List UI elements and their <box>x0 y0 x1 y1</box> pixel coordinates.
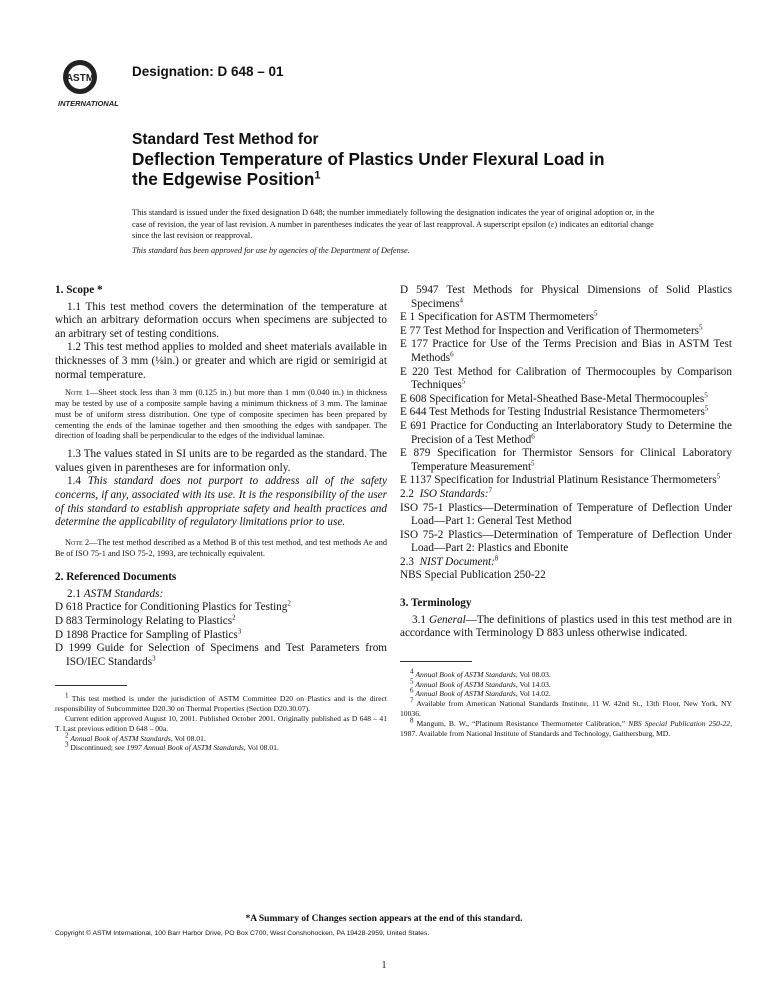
reference-text: E 1 Specification for ASTM Thermometers <box>400 311 594 324</box>
astm-standards-label <box>55 588 387 602</box>
reference-list-left <box>55 601 387 669</box>
reference-text: D 883 Terminology Relating to Plastics <box>55 615 233 628</box>
reference-footnote-mark: 5 <box>699 323 703 332</box>
left-column <box>55 284 387 753</box>
footnotes-left <box>55 691 387 753</box>
summary-of-changes-note: *A Summary of Changes section appears at the end of this standard. <box>245 914 523 924</box>
reference-text: E 77 Test Method for Inspection and Verification of Thermometers <box>400 324 700 337</box>
logo-mark-text: ASTM <box>65 73 95 84</box>
para-1-4 <box>55 475 387 529</box>
nist-document-label <box>400 556 732 570</box>
footnote-italic: Annual Book of ASTM Standards <box>415 689 516 699</box>
reference-list-right <box>400 284 732 488</box>
reference-footnote-mark: 4 <box>459 295 463 304</box>
footnote-text: , 1987. Available from National Institute of Standards and Technology, Gaithersburg, MD. <box>400 718 732 738</box>
issue-note: This standard is issued under the fixed designation D 648; the number immediately following the designation indicates the year of original adoption or, in the case of revision, the year of last revision. A number in parentheses indicates the year of last reapproval. A superscript epsilon (ε) indicates an editorial change since the last revision or reapproval. <box>132 208 655 240</box>
footnote <box>55 714 387 734</box>
approval-note: This standard has been approved for use by agencies of the Department of Defense. <box>132 246 410 255</box>
reference-item <box>400 447 732 474</box>
reference-item <box>400 338 732 365</box>
section-3-heading: 3. Terminology <box>400 597 472 610</box>
reference-text: D 1898 Practice for Sampling of Plastics <box>55 628 238 641</box>
reference-item <box>400 366 732 393</box>
para-3-1-num: 3.1 <box>412 613 426 626</box>
footnote <box>55 691 387 714</box>
reference-item <box>400 284 732 311</box>
nist-document-sup: 8 <box>494 554 499 563</box>
reference-item <box>55 626 387 643</box>
para-1-4-num: 1.4 <box>67 475 81 488</box>
para-1-2: 1.2 This test method applies to molded and sheet materials available in thicknesses of 3 mm (⅛in.) or greater and which are rigid or semirigid at normal temperature. <box>55 341 387 381</box>
right-column <box>400 284 732 738</box>
reference-footnote-mark: 3 <box>152 654 156 663</box>
footnote-mark: 5 <box>410 677 414 686</box>
footnote-mark: 8 <box>410 716 414 725</box>
footnote <box>400 667 732 680</box>
reference-item <box>55 642 387 669</box>
iso-list <box>400 502 732 556</box>
footnote-mark: 2 <box>65 731 69 740</box>
footnote-text: , Vol 14.02. <box>515 689 551 699</box>
footnote-pre: Discontinued; see <box>70 743 127 753</box>
reference-text: E 608 Specification for Metal-Sheathed Base-Metal Thermocouples <box>400 392 705 405</box>
footnote-mark: 1 <box>65 691 69 700</box>
reference-item <box>400 311 732 325</box>
iso-standards-label <box>400 488 732 502</box>
para-1-3: 1.3 The values stated in SI units are to be regarded as the standard. The values given in parentheses are for information only. <box>55 448 387 474</box>
reference-footnote-mark: 6 <box>450 350 454 359</box>
document-title <box>132 131 692 189</box>
note-2-tag: Note <box>65 537 83 547</box>
footnote-mark: 4 <box>410 667 414 676</box>
footnote <box>400 696 732 719</box>
title-line-1: Standard Test Method for <box>132 131 319 148</box>
reference-footnote-mark: 3 <box>237 626 242 635</box>
footnote-italic: Annual Book of ASTM Standards <box>415 679 516 689</box>
reference-text: E 644 Test Methods for Testing Industrial Resistance Thermometers <box>400 406 705 419</box>
footnote-text: Current edition approved August 10, 2001. Published October 2001. Originally published as D 648 – 41 T. Last previous edition D 648 – 00a. <box>55 714 387 733</box>
reference-item <box>400 325 732 339</box>
footnote-italic: Annual Book of ASTM Standards <box>415 669 516 679</box>
iso-standards-text: ISO Standards: <box>419 487 489 500</box>
page-number: 1 <box>381 960 387 971</box>
reference-footnote-mark: 2 <box>287 599 291 608</box>
title-line-3 <box>132 169 692 189</box>
footnote <box>55 740 387 753</box>
iso-item: ISO 75-1 Plastics—Determination of Temperature of Deflection Under Load—Part 1: General Test Method <box>400 501 732 528</box>
iso-item: ISO 75-2 Plastics—Determination of Temperature of Deflection Under Load—Part 2: Plastics and Ebonite <box>400 528 732 555</box>
reference-footnote-mark: 5 <box>461 377 466 386</box>
footnote-text: , Vol 08.01. <box>243 743 279 753</box>
footnote-pre: Mangum, B. W., “Platinum Resistance Thermometer Calibration,” <box>416 718 629 728</box>
footnote-mark: 3 <box>65 740 69 749</box>
astm-logo <box>58 57 122 111</box>
footnote <box>400 716 732 739</box>
reference-item <box>55 615 387 629</box>
note-1-tag: Note <box>65 388 83 398</box>
title-line-2: Deflection Temperature of Plastics Under Flexural Load in <box>132 149 605 169</box>
reference-footnote-mark: 6 <box>531 431 535 440</box>
para-3-1 <box>400 614 732 641</box>
para-3-1-text: —The definitions of plastics used in this test method are in accordance with Terminology D 883 unless otherwise indicated. <box>400 613 733 640</box>
note-1-text: 1—Sheet stock less than 3 mm (0.125 in.) but more than 1 mm (0.040 in.) in thickness may be tested by use of a composite sample having a minimum thickness of 3 mm. The laminae must be of uniform stress distribution. One type of composite specimen has been prepared by cementing the ends of the laminae together and then smoothing the edges with sandpaper. The direction of loading shall be perpendicular to the edges of the individual laminae. <box>55 388 387 441</box>
reference-item <box>400 406 732 420</box>
footnote-mark: 6 <box>410 686 414 695</box>
reference-footnote-mark: 5 <box>593 309 598 318</box>
title-footnote-mark: 1 <box>314 169 321 182</box>
footnote-rule-right <box>400 661 472 662</box>
footnote-text: , Vol 08.03. <box>515 669 551 679</box>
footnote-rule <box>55 685 127 686</box>
section-2-heading: 2. Referenced Documents <box>55 571 177 584</box>
reference-item <box>55 601 387 615</box>
reference-text: D 618 Practice for Conditioning Plastics for Testing <box>55 601 288 614</box>
nist-item: NBS Special Publication 250-22 <box>400 569 546 582</box>
reference-text: E 220 Test Method for Calibration of Thermocouples by Comparison Techniques <box>400 365 732 392</box>
reference-text: D 1999 Guide for Selection of Specimens and Test Parameters from ISO/IEC Standards <box>55 642 387 668</box>
reference-text: E 879 Specification for Thermistor Sensors for Clinical Laboratory Temperature Measurement <box>400 447 732 473</box>
footnote-text: This test method is under the jurisdiction of ASTM Committee D20 on Plastics and is the direct responsibility of Subcommittee D20.30 on Thermal Properties (Section D20.30.07). <box>55 694 387 714</box>
footnote-italic: 1997 Annual Book of ASTM Standards <box>126 743 244 753</box>
copyright: Copyright © ASTM International, 100 Barr Harbor Drive, PO Box C700, West Conshohocken, PA 19428-2959, United States. <box>55 930 430 937</box>
reference-footnote-mark: 2 <box>232 613 236 622</box>
reference-text: E 1137 Specification for Industrial Platinum Resistance Thermometers <box>400 474 717 487</box>
footnotes-right <box>400 667 732 739</box>
nist-document-num: 2.3 <box>400 555 414 568</box>
footnote <box>400 677 732 690</box>
iso-standards-num: 2.2 <box>400 487 414 500</box>
reference-text: E 691 Practice for Conducting an Interlaboratory Study to Determine the Precision of a Test Method <box>400 419 732 446</box>
footnote-italic: NBS Special Publication 250-22 <box>628 718 731 728</box>
reference-footnote-mark: 5 <box>704 391 708 400</box>
footnote <box>400 686 732 699</box>
reference-text: D 5947 Test Methods for Physical Dimensions of Solid Plastics Specimens <box>400 284 732 310</box>
footnote-text: Available from American National Standards Institute, 11 W. 42nd St., 13th Floor, New York, NY 10036. <box>400 699 732 719</box>
footnote-italic: Annual Book of ASTM Standards <box>70 733 171 743</box>
section-1-heading: 1. Scope * <box>55 284 103 296</box>
iso-standards-sup: 7 <box>488 486 492 495</box>
reference-footnote-mark: 5 <box>716 472 721 481</box>
astm-standards-text: ASTM Standards: <box>83 587 164 600</box>
footnote <box>55 731 387 744</box>
reference-item <box>400 393 732 407</box>
logo-subtext: INTERNATIONAL <box>58 99 119 108</box>
para-3-1-label: General <box>429 613 466 626</box>
reference-item <box>400 420 732 447</box>
reference-item <box>400 474 732 488</box>
reference-footnote-mark: 5 <box>531 458 535 467</box>
para-1-4-text: This standard does not purport to address all of the safety concerns, if any, associated with its use. It is the responsibility of the user of this standard to establish appropriate safety and health practices and determine the applicability of regulatory limitations prior to use. <box>55 475 388 529</box>
nist-document-text: NIST Document: <box>419 555 495 568</box>
footnote-text: , Vol 14.03. <box>515 679 551 689</box>
para-1-1: 1.1 This test method covers the determination of the temperature at which an arbitrary deformation occurs when specimens are subjected to an arbitrary set of testing conditions. <box>55 300 387 340</box>
footnote-text: , Vol 08.01. <box>170 733 206 743</box>
reference-footnote-mark: 5 <box>704 404 709 413</box>
note-2-text: 2—The test method described as a Method B of this test method, and test methods Ae and Be of ISO 75-1 and ISO 75-2, 1993, are technically equivalent. <box>55 537 387 558</box>
note-2 <box>55 538 387 560</box>
footnote-mark: 7 <box>410 696 414 705</box>
designation: Designation: D 648 – 01 <box>132 64 284 79</box>
astm-standards-num: 2.1 <box>67 587 81 600</box>
note-1 <box>55 388 387 442</box>
title-line-3-text: the Edgewise Position <box>132 169 315 189</box>
reference-text: E 177 Practice for Use of the Terms Precision and Bias in ASTM Test Methods <box>400 338 732 364</box>
